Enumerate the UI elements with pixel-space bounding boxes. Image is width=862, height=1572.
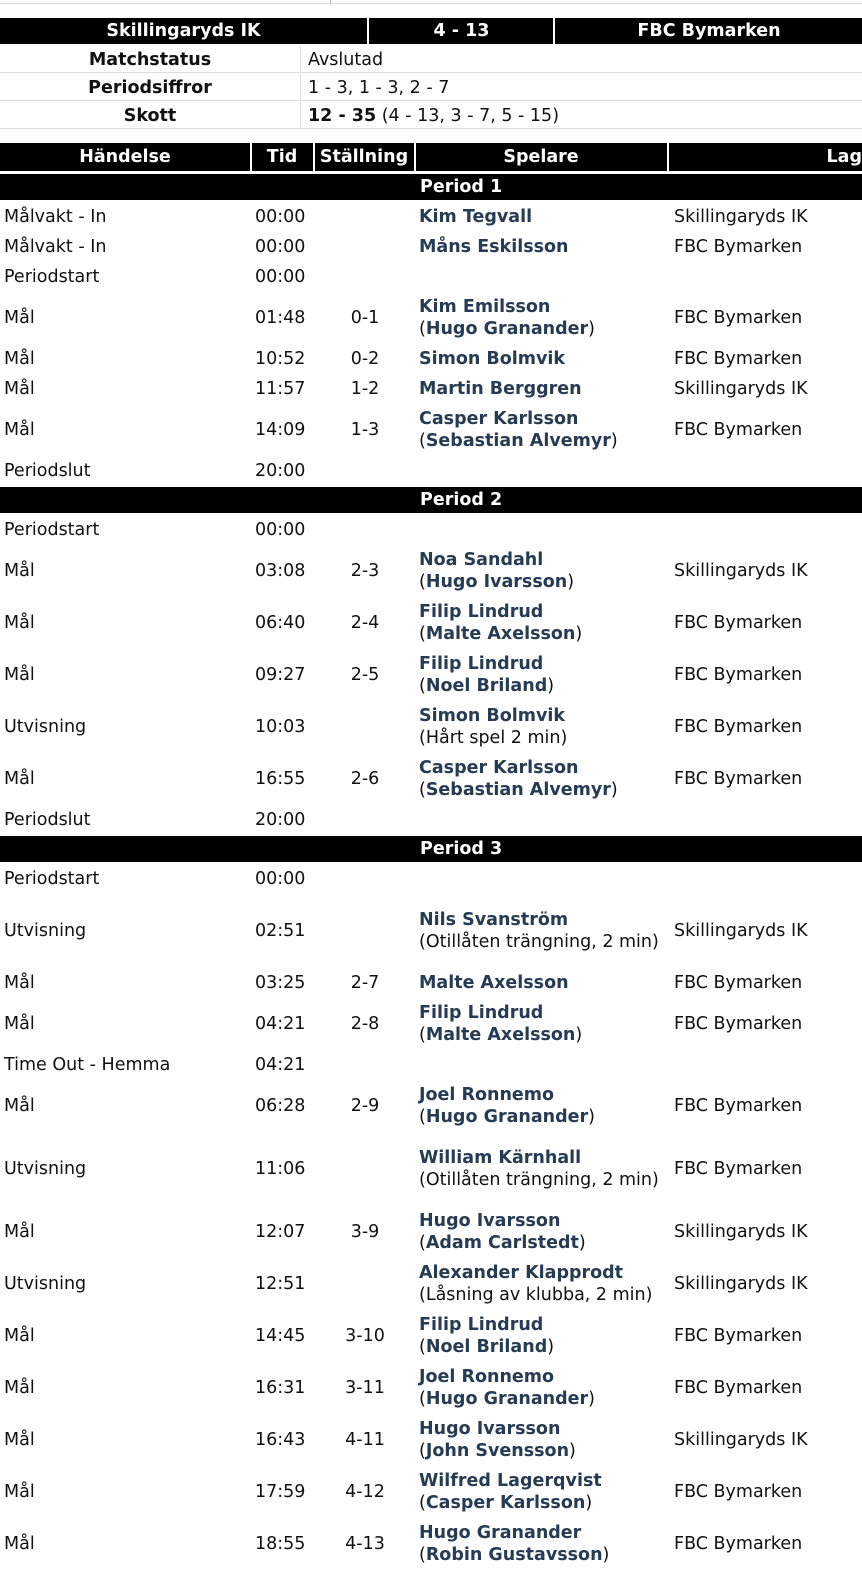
event-team: FBC Bymarken <box>674 1014 803 1034</box>
period-title: Period 2 <box>420 490 503 510</box>
event-row <box>0 1362 862 1414</box>
away-team-name[interactable]: FBC Bymarken <box>637 21 781 41</box>
event-type: Mål <box>4 1482 35 1502</box>
event-team: Skillingaryds IK <box>674 1274 808 1294</box>
event-player-cell <box>419 968 667 998</box>
assist-wrapper: (Sebastian Alvemyr) <box>419 780 618 800</box>
player-link[interactable]: Joel Ronnemo <box>419 1085 555 1105</box>
event-time: 10:03 <box>255 717 306 737</box>
assist-wrapper: (Malte Axelsson) <box>419 624 583 644</box>
assist-wrapper: (Hugo Granander) <box>419 1107 595 1127</box>
player-block <box>419 1002 582 1046</box>
event-player-cell <box>419 753 667 805</box>
event-row <box>0 202 862 232</box>
event-type: Utvisning <box>4 1159 87 1179</box>
player-block <box>419 348 565 370</box>
event-player-cell <box>419 232 667 262</box>
event-time: 11:57 <box>255 379 306 399</box>
event-time: 17:59 <box>255 1482 306 1502</box>
top-strip <box>0 0 862 18</box>
player-block <box>419 1262 652 1306</box>
event-row <box>0 894 862 968</box>
event-time: 06:28 <box>255 1096 306 1116</box>
player-block <box>419 909 659 953</box>
player-block <box>419 1084 595 1128</box>
player-link[interactable]: Kim Emilsson <box>419 297 551 317</box>
player-block <box>419 549 574 593</box>
event-score: 3-10 <box>345 1326 385 1346</box>
event-time: 12:51 <box>255 1274 306 1294</box>
event-player-cell <box>419 262 667 292</box>
event-row <box>0 404 862 456</box>
event-row <box>0 864 862 894</box>
player-block <box>419 408 618 452</box>
player-block <box>419 1314 554 1358</box>
event-time: 18:55 <box>255 1534 306 1554</box>
event-score <box>320 864 410 894</box>
event-type: Målvakt - In <box>4 237 107 257</box>
assist-player-link[interactable]: Malte Axelsson <box>425 1025 576 1045</box>
event-player-cell <box>419 344 667 374</box>
player-link[interactable]: Casper Karlsson <box>419 758 579 778</box>
event-time: 14:09 <box>255 420 306 440</box>
player-block <box>419 653 554 697</box>
event-time: 00:00 <box>255 237 306 257</box>
event-type: Mål <box>4 561 35 581</box>
player-block <box>419 1147 659 1191</box>
player-block <box>419 1470 602 1514</box>
event-type: Time Out - Hemma <box>4 1055 171 1075</box>
col-header-team: Lag <box>826 147 862 167</box>
info-row-skott <box>0 102 862 129</box>
event-time: 02:51 <box>255 921 306 941</box>
event-time: 20:00 <box>255 810 306 830</box>
assist-player-link[interactable]: Hugo Granander <box>425 319 589 339</box>
event-time: 00:00 <box>255 869 306 889</box>
event-type: Mål <box>4 1014 35 1034</box>
event-type: Mål <box>4 1534 35 1554</box>
event-player-cell <box>419 404 667 456</box>
player-block <box>419 296 595 340</box>
event-time: 03:08 <box>255 561 306 581</box>
event-team: FBC Bymarken <box>674 613 803 633</box>
events-header <box>0 143 862 171</box>
col-header-time: Tid <box>266 147 298 167</box>
event-row <box>0 1258 862 1310</box>
event-player-cell <box>419 1050 667 1080</box>
event-time: 04:21 <box>255 1014 306 1034</box>
home-team-name[interactable]: Skillingaryds IK <box>106 21 261 41</box>
event-type: Mål <box>4 308 35 328</box>
penalty-reason: (Hårt spel 2 min) <box>419 728 568 748</box>
info-row-periodsiffror <box>0 74 862 101</box>
assist-player-link[interactable]: Hugo Granander <box>425 1389 589 1409</box>
event-type: Utvisning <box>4 717 87 737</box>
event-score: 2-5 <box>350 665 380 685</box>
event-row <box>0 1132 862 1206</box>
event-player-cell <box>419 597 667 649</box>
event-row <box>0 1080 862 1132</box>
player-block <box>419 1366 595 1410</box>
col-header-score: Ställning <box>319 147 409 167</box>
player-link[interactable]: Filip Lindrud <box>419 602 544 622</box>
event-score <box>320 202 410 232</box>
assist-player-link[interactable]: Hugo Ivarsson <box>425 572 568 592</box>
event-score: 1-3 <box>350 420 380 440</box>
info-label: Periodsiffror <box>0 74 301 100</box>
event-score: 4-12 <box>345 1482 385 1502</box>
assist-player-link[interactable]: Sebastian Alvemyr <box>425 431 611 451</box>
assist-wrapper: (Casper Karlsson) <box>419 1493 593 1513</box>
event-type: Periodslut <box>4 810 91 830</box>
event-player-cell <box>419 292 667 344</box>
info-row-matchstatus <box>0 46 862 73</box>
event-team: Skillingaryds IK <box>674 1430 808 1450</box>
period-header <box>0 836 862 862</box>
event-type: Mål <box>4 1096 35 1116</box>
player-link[interactable]: Hugo Ivarsson <box>419 1419 561 1439</box>
assist-player-link[interactable]: John Svensson <box>425 1441 570 1461</box>
event-type: Utvisning <box>4 1274 87 1294</box>
event-time: 03:25 <box>255 973 306 993</box>
assist-wrapper: (Noel Briland) <box>419 676 555 696</box>
player-link[interactable]: Simon Bolmvik <box>419 349 566 369</box>
event-type: Mål <box>4 1222 35 1242</box>
info-label: Matchstatus <box>0 46 301 72</box>
event-type: Mål <box>4 769 35 789</box>
event-row <box>0 262 862 292</box>
event-score <box>320 701 410 753</box>
event-time: 20:00 <box>255 461 306 481</box>
event-time: 14:45 <box>255 1326 306 1346</box>
event-time: 00:00 <box>255 520 306 540</box>
event-team: FBC Bymarken <box>674 237 803 257</box>
penalty-reason: (Låsning av klubba, 2 min) <box>419 1285 653 1305</box>
event-player-cell <box>419 1206 667 1258</box>
event-team <box>674 864 862 894</box>
event-score: 2-9 <box>350 1096 380 1116</box>
col-header-player: Spelare <box>503 147 579 167</box>
event-score: 4-11 <box>345 1430 385 1450</box>
event-type: Periodstart <box>4 869 100 889</box>
event-team: Skillingaryds IK <box>674 207 808 227</box>
event-time: 16:43 <box>255 1430 306 1450</box>
event-player-cell <box>419 1518 667 1570</box>
event-row <box>0 1518 862 1570</box>
event-type: Utvisning <box>4 921 87 941</box>
penalty-reason-text: Otillåten trängning, 2 min <box>425 932 653 952</box>
event-team: FBC Bymarken <box>674 1534 803 1554</box>
event-score <box>320 1258 410 1310</box>
event-player-cell <box>419 864 667 894</box>
player-block <box>419 236 569 258</box>
event-player-cell <box>419 998 667 1050</box>
assist-wrapper: (Sebastian Alvemyr) <box>419 431 618 451</box>
event-player-cell <box>419 456 667 486</box>
player-block <box>419 757 618 801</box>
top-divider <box>0 3 862 4</box>
event-player-cell <box>419 805 667 835</box>
player-link[interactable]: Noa Sandahl <box>419 550 544 570</box>
event-type: Mål <box>4 420 35 440</box>
event-score: 3-9 <box>350 1222 380 1242</box>
match-result: 4 - 13 <box>433 21 490 41</box>
event-row <box>0 545 862 597</box>
event-row <box>0 753 862 805</box>
event-type: Mål <box>4 349 35 369</box>
event-score: 0-1 <box>350 308 380 328</box>
event-score: 2-4 <box>350 613 380 633</box>
info-label: Skott <box>0 102 301 128</box>
assist-player-link[interactable]: Noel Briland <box>425 676 548 696</box>
assist-wrapper: (Noel Briland) <box>419 1337 555 1357</box>
event-player-cell <box>419 1414 667 1466</box>
event-time: 16:55 <box>255 769 306 789</box>
event-score: 0-2 <box>350 349 380 369</box>
event-row <box>0 1206 862 1258</box>
assist-wrapper: (Adam Carlstedt) <box>419 1233 586 1253</box>
player-link[interactable]: Wilfred Lagerqvist <box>419 1471 602 1491</box>
assist-wrapper: (Hugo Ivarsson) <box>419 572 575 592</box>
event-row <box>0 292 862 344</box>
event-player-cell <box>419 649 667 701</box>
event-row <box>0 701 862 753</box>
event-player-cell <box>419 545 667 597</box>
event-team: FBC Bymarken <box>674 349 803 369</box>
event-time: 10:52 <box>255 349 306 369</box>
assist-wrapper: (Robin Gustavsson) <box>419 1545 610 1565</box>
player-block <box>419 206 532 228</box>
period-header <box>0 174 862 200</box>
event-score <box>320 894 410 968</box>
header-separator <box>367 18 369 44</box>
event-player-cell <box>419 1362 667 1414</box>
event-team: Skillingaryds IK <box>674 1222 808 1242</box>
match-header <box>0 18 862 44</box>
event-row <box>0 1414 862 1466</box>
event-row <box>0 649 862 701</box>
event-score <box>320 1132 410 1206</box>
event-team: Skillingaryds IK <box>674 379 808 399</box>
player-block <box>419 972 569 994</box>
event-time: 16:31 <box>255 1378 306 1398</box>
event-row <box>0 515 862 545</box>
event-type: Periodstart <box>4 520 100 540</box>
event-type: Periodstart <box>4 267 100 287</box>
event-team <box>674 1050 862 1080</box>
assist-player-link[interactable]: Casper Karlsson <box>425 1493 586 1513</box>
event-team <box>674 456 862 486</box>
event-time: 01:48 <box>255 308 306 328</box>
event-type: Mål <box>4 379 35 399</box>
period-title: Period 3 <box>420 839 503 859</box>
assist-player-link[interactable]: Robin Gustavsson <box>425 1545 603 1565</box>
event-type: Mål <box>4 665 35 685</box>
event-player-cell <box>419 202 667 232</box>
player-link[interactable]: Simon Bolmvik <box>419 706 566 726</box>
event-row <box>0 1310 862 1362</box>
assist-wrapper: (Malte Axelsson) <box>419 1025 583 1045</box>
event-team <box>674 805 862 835</box>
player-link[interactable]: William Kärnhall <box>419 1148 582 1168</box>
assist-player-link[interactable]: Adam Carlstedt <box>425 1233 579 1253</box>
event-type: Målvakt - In <box>4 207 107 227</box>
assist-player-link[interactable]: Malte Axelsson <box>425 624 576 644</box>
event-team: FBC Bymarken <box>674 1159 803 1179</box>
event-score <box>320 262 410 292</box>
event-type: Mål <box>4 973 35 993</box>
event-team: Skillingaryds IK <box>674 561 808 581</box>
penalty-reason: (Otillåten trängning, 2 min) <box>419 1170 659 1190</box>
event-player-cell <box>419 374 667 404</box>
event-team: FBC Bymarken <box>674 717 803 737</box>
event-score: 3-11 <box>345 1378 385 1398</box>
player-link[interactable]: Filip Lindrud <box>419 1003 544 1023</box>
event-score: 2-3 <box>350 561 380 581</box>
event-team <box>674 262 862 292</box>
event-score: 2-6 <box>350 769 380 789</box>
assist-wrapper: (Hugo Granander) <box>419 1389 595 1409</box>
event-player-cell <box>419 1466 667 1518</box>
event-player-cell <box>419 1132 667 1206</box>
player-link[interactable]: Martin Berggren <box>419 379 582 399</box>
player-link[interactable]: Filip Lindrud <box>419 654 544 674</box>
assist-player-link[interactable]: Sebastian Alvemyr <box>425 780 611 800</box>
event-player-cell <box>419 1258 667 1310</box>
event-score <box>320 456 410 486</box>
event-type: Mål <box>4 1326 35 1346</box>
event-score <box>320 515 410 545</box>
player-link[interactable]: Filip Lindrud <box>419 1315 544 1335</box>
event-player-cell <box>419 894 667 968</box>
info-value: Avslutad <box>308 50 384 70</box>
player-link[interactable]: Måns Eskilsson <box>419 237 569 257</box>
event-time: 00:00 <box>255 207 306 227</box>
event-team: FBC Bymarken <box>674 973 803 993</box>
player-block <box>419 378 582 400</box>
event-player-cell <box>419 515 667 545</box>
event-team: Skillingaryds IK <box>674 921 808 941</box>
event-player-cell <box>419 701 667 753</box>
event-team <box>674 515 862 545</box>
player-block <box>419 1522 609 1566</box>
event-time: 12:07 <box>255 1222 306 1242</box>
player-link[interactable]: Kim Tegvall <box>419 207 533 227</box>
event-score: 2-7 <box>350 973 380 993</box>
event-time: 00:00 <box>255 267 306 287</box>
penalty-reason-text: Hårt spel 2 min <box>425 728 561 748</box>
player-link[interactable]: Casper Karlsson <box>419 409 579 429</box>
event-score <box>320 232 410 262</box>
header-separator <box>553 18 555 44</box>
event-row <box>0 232 862 262</box>
event-team: FBC Bymarken <box>674 1096 803 1116</box>
player-link[interactable]: Alexander Klapprodt <box>419 1263 624 1283</box>
event-team: FBC Bymarken <box>674 665 803 685</box>
event-row <box>0 456 862 486</box>
assist-player-link[interactable]: Hugo Granander <box>425 1107 589 1127</box>
event-team: FBC Bymarken <box>674 1378 803 1398</box>
assist-wrapper: (John Svensson) <box>419 1441 576 1461</box>
period-title: Period 1 <box>420 177 503 197</box>
assist-wrapper: (Hugo Granander) <box>419 319 595 339</box>
player-block <box>419 1210 586 1254</box>
event-team: FBC Bymarken <box>674 1326 803 1346</box>
event-time: 06:40 <box>255 613 306 633</box>
player-block <box>419 705 567 749</box>
event-score: 2-8 <box>350 1014 380 1034</box>
event-score <box>320 805 410 835</box>
event-row <box>0 998 862 1050</box>
col-header-event: Händelse <box>79 147 171 167</box>
event-row <box>0 374 862 404</box>
info-value: 1 - 3, 1 - 3, 2 - 7 <box>308 78 450 98</box>
event-type: Periodslut <box>4 461 91 481</box>
player-link[interactable]: Hugo Ivarsson <box>419 1211 561 1231</box>
player-block <box>419 1418 576 1462</box>
player-link[interactable]: Joel Ronnemo <box>419 1367 555 1387</box>
assist-player-link[interactable]: Noel Briland <box>425 1337 548 1357</box>
event-time: 09:27 <box>255 665 306 685</box>
event-type: Mål <box>4 1430 35 1450</box>
player-block <box>419 601 582 645</box>
event-player-cell <box>419 1080 667 1132</box>
event-player-cell <box>419 1310 667 1362</box>
event-time: 04:21 <box>255 1055 306 1075</box>
event-row <box>0 344 862 374</box>
penalty-reason-text: Låsning av klubba, 2 min <box>425 1285 646 1305</box>
event-score <box>320 1050 410 1080</box>
event-row <box>0 1466 862 1518</box>
info-value: 12 - 35 (4 - 13, 3 - 7, 5 - 15) <box>308 106 560 126</box>
period-header <box>0 487 862 513</box>
event-row <box>0 1050 862 1080</box>
event-team: FBC Bymarken <box>674 420 803 440</box>
penalty-reason-text: Otillåten trängning, 2 min <box>425 1170 653 1190</box>
event-score: 4-13 <box>345 1534 385 1554</box>
penalty-reason: (Otillåten trängning, 2 min) <box>419 932 659 952</box>
event-time: 11:06 <box>255 1159 306 1179</box>
player-link[interactable]: Nils Svanström <box>419 910 569 930</box>
player-link[interactable]: Malte Axelsson <box>419 973 569 993</box>
player-link[interactable]: Hugo Granander <box>419 1523 582 1543</box>
event-score: 1-2 <box>350 379 380 399</box>
event-type: Mål <box>4 1378 35 1398</box>
event-type: Mål <box>4 613 35 633</box>
event-team: FBC Bymarken <box>674 769 803 789</box>
event-row <box>0 805 862 835</box>
event-row <box>0 597 862 649</box>
top-rule <box>330 0 331 4</box>
event-row <box>0 968 862 998</box>
event-team: FBC Bymarken <box>674 1482 803 1502</box>
event-team: FBC Bymarken <box>674 308 803 328</box>
